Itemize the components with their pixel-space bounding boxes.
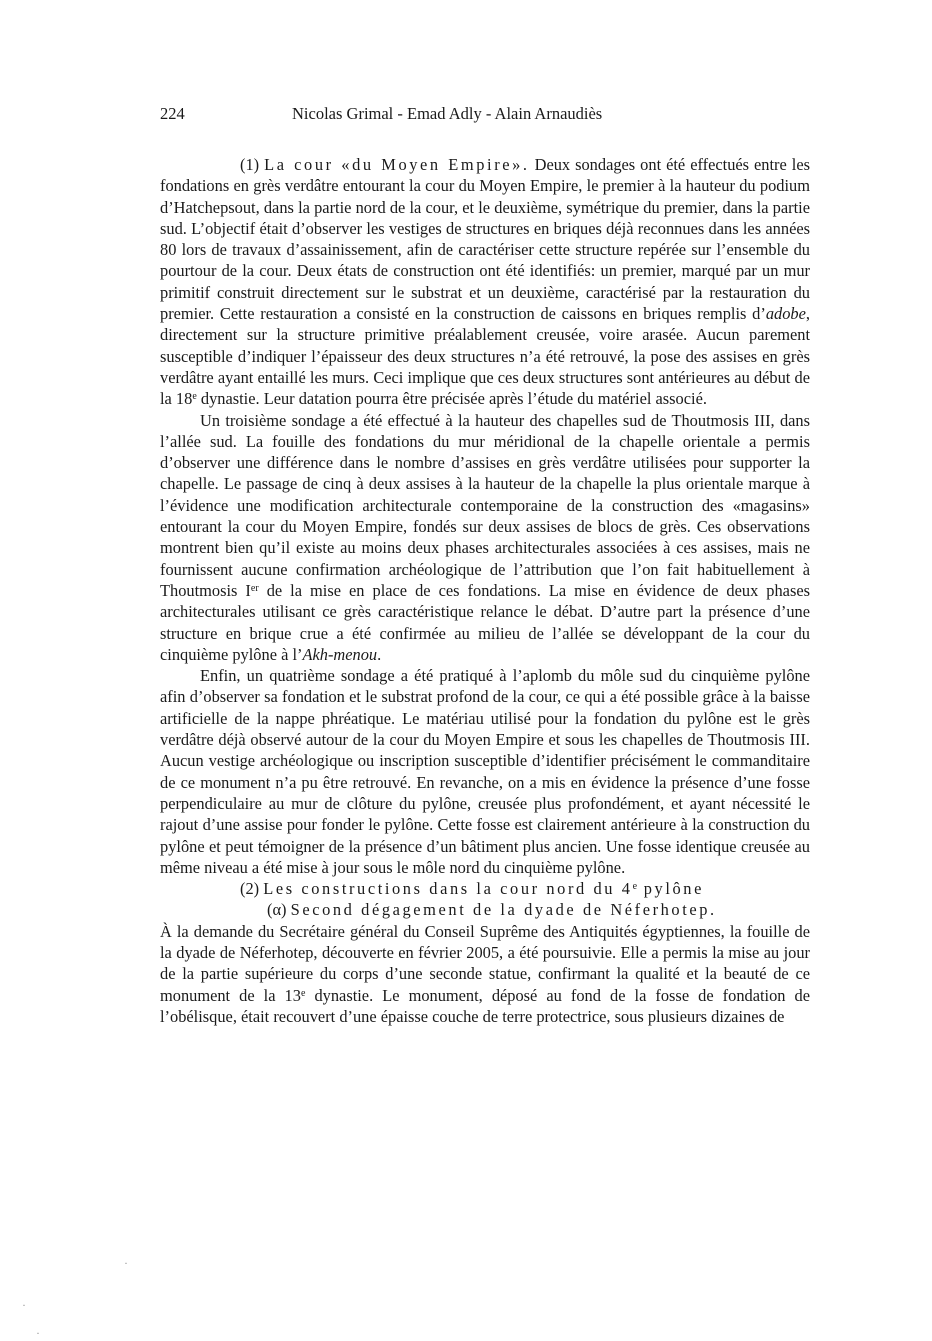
paragraph-text: . [377, 644, 382, 664]
paragraph-text: Enfin, un quatrième sondage a été pratiqué à l’aplomb du môle sud du cinquième pylône afin d’observer sa fondation et le substrat profond de la cour, ce qui a été possible grâce à la baisse artificielle de la nappe phréatique. Le matériau utilisé pour la fondation du pylône est le grès verdâtre déjà observé autour de la cour du Moyen Empire et sous les chapelles de Thoutmosis III. Aucun vestige archéologique ou inscription susceptible d’identifier précisément le commanditaire de ce monument n’a pu être retrouvé. En revanche, on a mis en évidence la présence d’une fosse perpendiculaire au mur de clôture du pylône, creusée plus profondément, et ayant nécessité le rajout d’une assise pour fonder le pylône. Cette fosse est clairement antérieure à la construction du pylône et peut témoigner de la présence d’un bâtiment plus ancien. Une fosse identique creusée au même niveau a été mise à jour sous le môle nord du cinquième pylône. [160, 666, 810, 877]
subsection-heading-dyade [160, 899, 810, 920]
paragraph-text: de la mise en place de ces fondations. La mise en évidence de deux phases architecturales utilisant ce grès caractéristique relance le débat. D’autre part la présence d’une structure en brique crue a été confirmée au milieu de l’allée se développant de la cour du cinquième pylône à l’ [160, 580, 810, 664]
main-text [160, 154, 810, 1027]
subsection-number: (α) [267, 900, 291, 920]
superscript: e [300, 987, 306, 999]
page-number: 224 [160, 104, 185, 123]
paragraph-text: À la demande du Secrétaire général du Conseil Suprême des Antiquités égyptiennes, la fouille de la dyade de Néferhotep, découverte en février 2005, a été poursuivie. Elle a permis la mise au jour de la partie supérieure du corps d’une seconde statue, confirmant la qualité et la beauté de ce monument de la 13 [160, 921, 810, 1005]
section-heading-constructions [160, 878, 810, 899]
paragraph-cour-moyen-empire [160, 154, 810, 410]
subsection-heading: Second dégagement de la dyade de Néferhotep. [290, 900, 717, 920]
italic-term: Akh-menou [302, 644, 378, 664]
scan-speck: · [124, 1256, 128, 1270]
paragraph-quatrieme-sondage [160, 665, 810, 878]
section-number: (1) [240, 155, 265, 174]
section-heading: Les constructions dans la cour nord du 4 [263, 879, 633, 899]
section-heading: La cour «du Moyen Empire». [264, 155, 530, 174]
running-header [160, 104, 810, 128]
superscript: e [632, 881, 638, 893]
paragraph-text: Un troisième sondage a été effectué à la hauteur des chapelles sud de Thoutmosis III, dans l’allée sud. La fouille des fondations du mur méridional de la chapelle orientale a permis d’observer une différence dans le nombre d’assises en grès verdâtre utilisées pour supporter la chapelle. Le passage de cinq à deux assises à la hauteur de la chapelle la plus orientale marque à l’évidence une modification architecturale contemporaine de la construction des «magasins» entourant la cour du Moyen Empire, fondés sur deux assises de blocs de grès. Ces observations montrent bien qu’il existe au moins deux phases architecturales associées à ces assises, mais ne fournissent aucune confirmation archéologique de l’attribution que l’on fait habituellement à Thoutmosis I [160, 410, 810, 600]
running-authors: Nicolas Grimal - Emad Adly - Alain Arnaudiès [292, 104, 603, 123]
paragraph-text: dynastie. Le monument, déposé au fond de la fosse de fondation de l’obélisque, était recouvert d’une épaisse couche de terre protectrice, sous plusieurs dizaines de [160, 985, 810, 1026]
paragraph-dyade [160, 921, 810, 1027]
section-heading: pylône [637, 879, 704, 899]
section-number: (2) [240, 879, 264, 899]
scan-speck: · [22, 1298, 26, 1312]
paragraph-text: , directement sur la structure primitive préalablement creusée, voire arasée. Aucun parement susceptible d’indiquer l’épaisseur des deux structures n’a été retrouvé, la pose des assises en grès verdâtre ayant entaillé les murs. Ceci implique que ces deux structures sont antérieures au début de la 18 [160, 304, 810, 409]
paragraph-text: dynastie. Leur datation pourra être précisée après l’étude du matériel associé. [196, 389, 707, 409]
paragraph-text: Deux sondages ont été effectués entre les fondations en grès verdâtre entourant la cour du Moyen Empire, le premier à la hauteur du podium d’Hatchepsout, dans la partie nord de la cour, et le deuxième, symétrique du premier, dans la partie sud. L’objectif était d’observer les vestiges de structures en briques déjà reconnues dans les années 80 lors de travaux d’assainissement, afin de caractériser cette structure repérée sur l’ensemble du pourtour de la cour. Deux états de construction ont été identifiés: un premier, marqué par un mur primitif construit directement sur le substrat et un deuxième, caractérisé par la restauration du premier. Cette restauration a consisté en la construction de caissons en briques remplis d’ [160, 155, 810, 324]
italic-term: adobe [765, 304, 806, 324]
scan-speck: · [36, 1326, 40, 1340]
paragraph-troisieme-sondage [160, 410, 810, 666]
superscript: e [192, 391, 197, 403]
superscript: er [250, 582, 259, 594]
